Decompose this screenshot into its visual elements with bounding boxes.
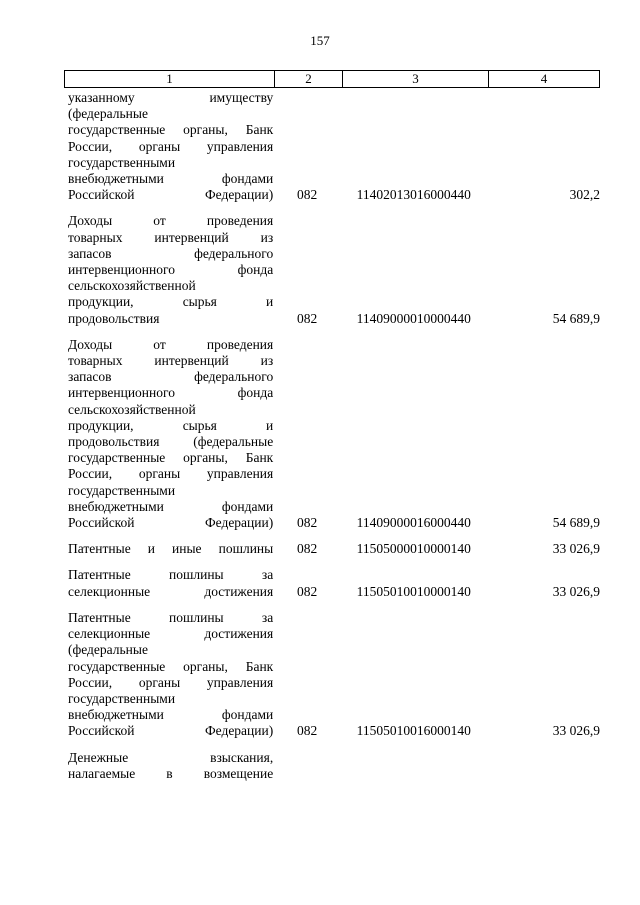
description-line: России, органы управления [68,466,274,482]
description-line: запасов федерального [68,369,274,385]
description-line: внебюджетными фондами [68,498,274,514]
row-budget-code: 11505000010000140 [356,541,471,557]
row-amount: 54 689,9 [552,310,601,326]
table-header [64,70,600,88]
description-line: государственными [68,482,176,498]
description-line: сельскохозяйственной [68,401,196,417]
description-line: государственными [68,690,176,706]
description-line: селекционные достижения [68,583,274,599]
description-line: Российской Федерации) [68,515,274,531]
row-description [64,750,273,782]
header-col-1: 1 [65,71,275,87]
table-row [64,541,600,557]
description-line: продовольствия (федеральные [68,434,274,450]
row-amount: 54 689,9 [552,515,601,531]
description-line: Патентные пошлины за [68,609,274,625]
row-budget-code: 11409000010000440 [356,310,471,326]
row-budget-code: 11505010016000140 [356,723,471,739]
row-budget-code: 11409000016000440 [356,515,471,531]
table-row [64,750,600,782]
description-line: Доходы от проведения [68,336,274,352]
description-line: запасов федерального [68,245,274,261]
description-line: государственные органы, Банк [68,122,274,138]
description-line: продовольствия [68,310,160,326]
table-row [64,213,600,326]
description-line: налагаемые в возмещение [68,765,274,781]
row-budget-code: 11505010010000140 [356,583,471,599]
description-line: Российской Федерации) [68,723,274,739]
row-admin-code: 082 [296,583,318,599]
page-number: 157 [310,33,330,48]
row-amount: 302,2 [569,187,601,203]
header-col-4: 4 [540,71,548,86]
description-line: (федеральные [68,642,148,658]
description-line: Патентные пошлины за [68,567,274,583]
table-row [64,337,600,531]
row-amount: 33 026,9 [552,723,601,739]
description-line: селекционные достижения [68,626,274,642]
row-admin-code: 082 [296,187,318,203]
row-budget-code: 11402013016000440 [356,187,471,203]
row-admin-code: 082 [296,515,318,531]
row-description [64,213,273,326]
description-line: (федеральные [68,106,148,122]
table-row [64,610,600,740]
row-amount: 33 026,9 [552,583,601,599]
description-line: Российской Федерации) [68,187,274,203]
description-line: Патентные и иные пошлины [68,541,274,557]
table-row [64,567,600,599]
table-row [64,90,600,203]
description-line: интервенционного фонда [68,385,274,401]
description-line: сельскохозяйственной [68,278,196,294]
description-line: продукции, сырья и [68,417,274,433]
description-line: Денежные взыскания, [68,749,274,765]
row-description [64,90,273,203]
row-admin-code: 082 [296,723,318,739]
description-line: товарных интервенций из [68,229,274,245]
row-admin-code: 082 [296,310,318,326]
row-description [64,610,273,740]
header-col-3: 3 [343,71,489,87]
description-line: внебюджетными фондами [68,171,274,187]
row-description [64,337,273,531]
description-line: интервенционного фонда [68,262,274,278]
description-line: указанному имуществу [68,90,274,105]
description-line: внебюджетными фондами [68,707,274,723]
description-line: государственные органы, Банк [68,658,274,674]
description-line: Доходы от проведения [68,213,274,229]
description-line: государственными [68,154,176,170]
row-description [64,567,273,599]
description-line: государственные органы, Банк [68,450,274,466]
header-col-2: 2 [275,71,343,87]
description-line: товарных интервенций из [68,353,274,369]
row-amount: 33 026,9 [552,541,601,557]
description-line: России, органы управления [68,674,274,690]
row-description [64,541,273,557]
description-line: продукции, сырья и [68,294,274,310]
table-body [64,90,600,792]
row-admin-code: 082 [296,541,318,557]
description-line: России, органы управления [68,138,274,154]
